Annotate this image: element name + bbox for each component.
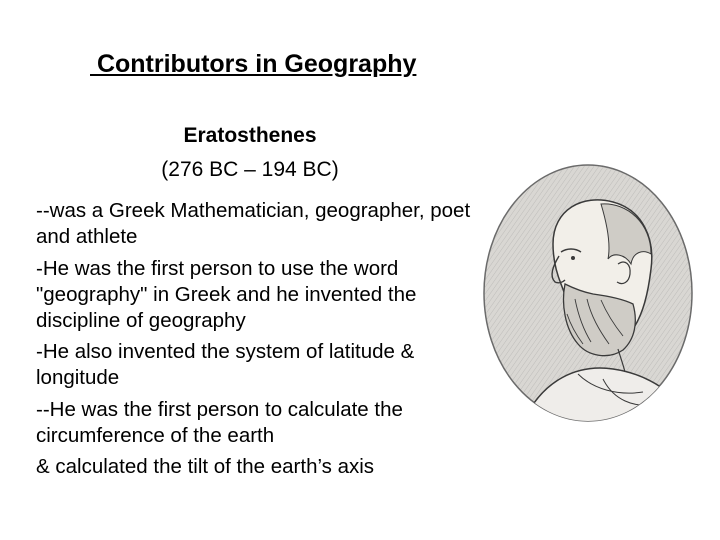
fact-item: --He was the first person to calculate the circumference of the earth [36, 397, 403, 447]
fact-item: & calculated the tilt of the earth’s axis [36, 455, 375, 479]
subject-name: Eratosthenes [183, 124, 317, 147]
facts-list [36, 198, 476, 486]
slide-title: Contributors in Geography [90, 50, 417, 78]
fact-item: --was a Greek Mathematician, geographer, poet and athlete [36, 199, 471, 248]
portrait-engraving-icon [483, 164, 693, 422]
fact-item: -He was the first person to use the word "geography" in Greek and he invented the discipline of geography [36, 256, 417, 332]
subject-dates: (276 BC – 194 BC) [161, 158, 339, 181]
portrait-medallion-icon [483, 164, 693, 422]
fact-item: -He also invented the system of latitude & longitude [36, 340, 415, 390]
